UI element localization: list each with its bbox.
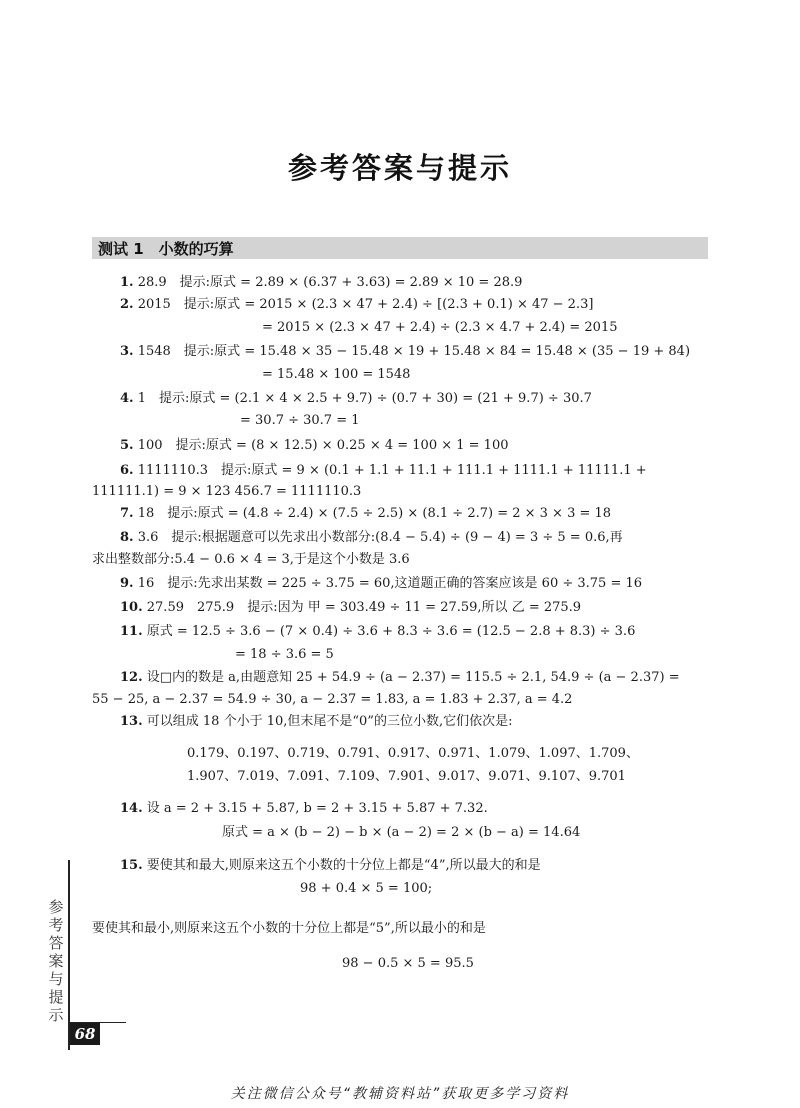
answer-text: 1 提示:原式 = (2.1 × 4 × 2.5 + 9.7) ÷ (0.7 + 30) = (21 + 9.7) ÷ 30.7 [137,391,592,406]
answer-text: 设□内的数是 a,由题意知 25 + 54.9 ÷ (a − 2.37) = 115.5 ÷ 2.1, 54.9 ÷ (a − 2.37) = [146,670,680,685]
answer-line [120,857,541,875]
answer-text: 98 − 0.5 × 5 = 95.5 [342,956,474,971]
answer-line [222,824,580,842]
answer-number: 2. [120,297,134,312]
answer-text: 27.59 275.9 提示:因为 甲 = 303.49 ÷ 11 = 27.59,所以 乙 = 275.9 [146,600,582,615]
answer-line [120,800,488,818]
answer-line [120,437,509,455]
answer-line [120,575,642,593]
answer-number: 15. [120,858,143,873]
answer-number: 4. [120,391,134,406]
answer-line [187,745,639,763]
answer-text: 3.6 提示:根据题意可以先求出小数部分:(8.4 − 5.4) ÷ (9 − 4) = 3 ÷ 5 = 0.6,再 [137,530,623,545]
sidebar-label: 参考答案与提示 [48,898,64,1024]
answer-text: 16 提示:先求出某数 = 225 ÷ 3.75 = 60,这道题正确的答案应该是 60 ÷ 3.75 = 16 [137,576,643,591]
answer-number: 11. [120,624,143,639]
answer-line [342,955,474,973]
section-header [92,237,708,259]
answer-line [240,412,360,430]
answer-text: 98 + 0.4 × 5 = 100; [300,881,433,896]
answer-number: 13. [120,714,143,729]
answer-text: 0.179、0.197、0.719、0.791、0.917、0.971、1.079、1.097、1.709、 [187,746,639,761]
answer-line [120,343,690,361]
page-number: 68 [70,1023,100,1045]
answer-line [92,483,361,501]
answer-line [92,551,410,569]
answer-line [235,646,334,664]
answer-number: 9. [120,576,134,591]
answer-text: 1.907、7.019、7.091、7.109、7.901、9.017、9.071、9.107、9.701 [187,769,626,784]
answer-text: = 2015 × (2.3 × 47 + 2.4) ÷ (2.3 × 4.7 + 2.4) = 2015 [262,320,618,335]
answer-line [262,319,618,337]
answer-text: = 15.48 × 100 = 1548 [262,367,411,382]
answer-text: 2015 提示:原式 = 2015 × (2.3 × 47 + 2.4) ÷ [(2.3 + 0.1) × 47 − 2.3] [137,297,594,312]
answer-text: 1111110.3 提示:原式 = 9 × (0.1 + 1.1 + 11.1 + 111.1 + 1111.1 + 11111.1 + [137,463,647,478]
answer-number: 12. [120,670,143,685]
answer-line [120,713,512,731]
answer-text: 要使其和最大,则原来这五个小数的十分位上都是“4”,所以最大的和是 [146,858,541,873]
answer-number: 5. [120,438,134,453]
answer-number: 3. [120,344,134,359]
answer-line [262,366,410,384]
answer-text: 求出整数部分:5.4 − 0.6 × 4 = 3,于是这个小数是 3.6 [92,552,410,567]
answer-text: 100 提示:原式 = (8 × 12.5) × 0.25 × 4 = 100 × 1 = 100 [137,438,509,453]
answer-line [187,768,626,786]
answer-line [300,880,432,898]
answer-text: 55 − 25, a − 2.37 = 54.9 ÷ 30, a − 2.37 = 1.83, a = 1.83 + 2.37, a = 4.2 [92,692,573,707]
page-title: 参考答案与提示 [287,151,512,185]
footer-watermark: 关注微信公众号“教辅资料站”获取更多学习资料 [230,1086,570,1102]
answer-line [92,920,486,938]
answer-text: = 18 ÷ 3.6 = 5 [235,647,334,662]
answer-number: 10. [120,600,143,615]
answer-line [120,505,611,523]
answer-text: 原式 = 12.5 ÷ 3.6 − (7 × 0.4) ÷ 3.6 + 8.3 ÷ 3.6 = (12.5 − 2.8 + 8.3) ÷ 3.6 [146,624,636,639]
answer-text: 可以组成 18 个小于 10,但末尾不是“0”的三位小数,它们依次是: [146,714,513,729]
answer-line [92,691,572,709]
answer-line [120,669,680,687]
answer-number: 8. [120,530,134,545]
answer-text: 原式 = a × (b − 2) − b × (a − 2) = 2 × (b − a) = 14.64 [222,825,581,840]
answer-text: 111111.1) = 9 × 123 456.7 = 1111110.3 [92,484,362,499]
answer-line [120,529,623,547]
answer-text: 18 提示:原式 = (4.8 ÷ 2.4) × (7.5 ÷ 2.5) × (8.1 ÷ 2.7) = 2 × 3 × 3 = 18 [137,506,612,521]
answer-text: 设 a = 2 + 3.15 + 5.87, b = 2 + 3.15 + 5.87 + 7.32. [146,801,488,816]
answer-number: 14. [120,801,143,816]
answer-line [120,274,522,292]
answer-text: 1548 提示:原式 = 15.48 × 35 − 15.48 × 19 + 15.48 × 84 = 15.48 × (35 − 19 + 84) [137,344,691,359]
answer-number: 1. [120,275,134,290]
answer-number: 7. [120,506,134,521]
answer-line [120,623,635,641]
section-title: 测试 1 小数的巧算 [98,240,234,258]
answer-text: = 30.7 ÷ 30.7 = 1 [240,413,360,428]
answer-text: 28.9 提示:原式 = 2.89 × (6.37 + 3.63) = 2.89 × 10 = 28.9 [137,275,523,290]
answer-line [120,296,593,314]
answer-line [120,462,647,480]
answer-line [120,390,592,408]
answer-text: 要使其和最小,则原来这五个小数的十分位上都是“5”,所以最小的和是 [92,921,486,936]
answer-line [120,599,581,617]
answer-number: 6. [120,463,134,478]
